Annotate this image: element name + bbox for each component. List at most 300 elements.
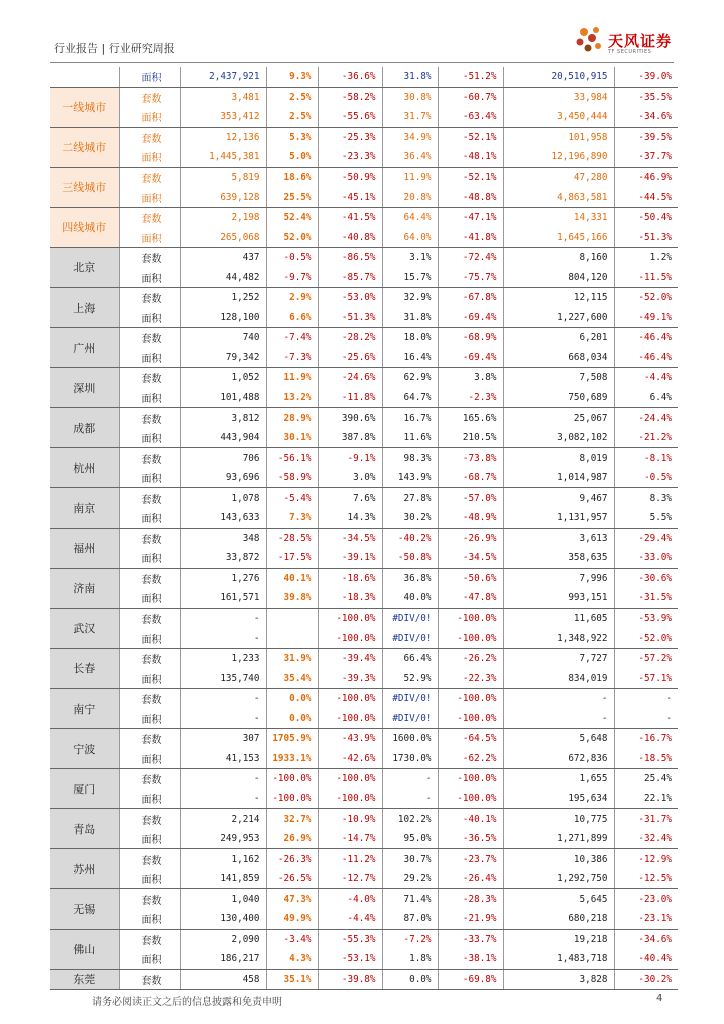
- metric-cell: 面积: [119, 67, 180, 87]
- value-cell: 10,775: [503, 809, 614, 829]
- value-cell: 31.7%: [382, 107, 438, 127]
- value-cell: -63.4%: [438, 107, 503, 127]
- metric-cell: 套数: [119, 849, 180, 869]
- value-cell: 25,067: [503, 408, 614, 428]
- value-cell: 1,252: [180, 288, 266, 308]
- metric-cell: 套数: [119, 408, 180, 428]
- value-cell: -100.0%: [438, 709, 503, 729]
- value-cell: 13.2%: [266, 388, 318, 408]
- value-cell: 265,068: [180, 227, 266, 247]
- value-cell: 9.3%: [266, 67, 318, 87]
- metric-cell: 套数: [119, 127, 180, 147]
- value-cell: 64.7%: [382, 388, 438, 408]
- value-cell: -39.8%: [318, 969, 382, 990]
- value-cell: -100.0%: [318, 709, 382, 729]
- value-cell: 40.1%: [266, 568, 318, 588]
- value-cell: 30.1%: [266, 428, 318, 448]
- metric-cell: 面积: [119, 187, 180, 207]
- table-row: [50, 548, 678, 568]
- value-cell: 141,859: [180, 869, 266, 889]
- value-cell: 10,386: [503, 849, 614, 869]
- value-cell: 93,696: [180, 468, 266, 488]
- value-cell: 1,078: [180, 488, 266, 508]
- metric-cell: 面积: [119, 709, 180, 729]
- value-cell: 19,218: [503, 929, 614, 949]
- value-cell: -22.3%: [438, 668, 503, 688]
- table-row: [50, 729, 678, 749]
- value-cell: -73.8%: [438, 448, 503, 468]
- value-cell: -39.0%: [614, 67, 678, 87]
- value-cell: -40.2%: [382, 528, 438, 548]
- value-cell: 14.3%: [318, 508, 382, 528]
- value-cell: 52.4%: [266, 207, 318, 227]
- header-divider: [50, 62, 674, 63]
- value-cell: 11.9%: [382, 167, 438, 187]
- value-cell: -25.6%: [318, 348, 382, 368]
- value-cell: 62.9%: [382, 368, 438, 388]
- value-cell: -47.1%: [438, 207, 503, 227]
- value-cell: -100.0%: [266, 789, 318, 809]
- value-cell: -26.3%: [266, 849, 318, 869]
- value-cell: -55.6%: [318, 107, 382, 127]
- value-cell: 12,196,890: [503, 147, 614, 167]
- value-cell: -4.4%: [644, 372, 672, 384]
- value-cell: -39.1%: [318, 548, 382, 568]
- table-row: [50, 648, 678, 668]
- value-cell: -69.4%: [438, 348, 503, 368]
- metric-cell: 面积: [119, 548, 180, 568]
- value-cell: 6.6%: [266, 308, 318, 328]
- metric-cell: 套数: [119, 528, 180, 548]
- city-cell: 长春: [50, 648, 119, 688]
- value-cell: 2,198: [180, 207, 266, 227]
- value-cell: -36.5%: [438, 829, 503, 849]
- value-cell: 33,872: [180, 548, 266, 568]
- value-cell: -62.2%: [438, 749, 503, 769]
- value-cell: 34.9%: [382, 127, 438, 147]
- value-cell: -12.9%: [638, 853, 672, 865]
- value-cell: 11.9%: [266, 368, 318, 388]
- value-cell: 7,508: [503, 368, 614, 388]
- city-cell: 福州: [50, 528, 119, 568]
- value-cell: 95.0%: [382, 829, 438, 849]
- value-cell: -18.6%: [318, 568, 382, 588]
- value-cell: -33.0%: [614, 548, 678, 568]
- metric-cell: 套数: [119, 648, 180, 668]
- value-cell: -100.0%: [266, 769, 318, 789]
- value-cell: 3.1%: [382, 247, 438, 267]
- value-cell: 437: [180, 247, 266, 267]
- value-cell: 3,481: [180, 87, 266, 107]
- table-row: [50, 528, 678, 548]
- value-cell: -100.0%: [318, 688, 382, 708]
- value-cell: -100.0%: [318, 769, 382, 789]
- value-cell: 834,019: [503, 668, 614, 688]
- value-cell: -53.0%: [318, 288, 382, 308]
- value-cell: 26.9%: [266, 829, 318, 849]
- table-row: [50, 368, 678, 388]
- value-cell: 7,727: [503, 648, 614, 668]
- table-row: [50, 628, 678, 648]
- value-cell: 31.8%: [382, 67, 438, 87]
- value-cell: -34.6%: [638, 933, 672, 945]
- value-cell: -69.8%: [438, 969, 503, 990]
- metric-cell: 套数: [119, 167, 180, 187]
- value-cell: -16.7%: [638, 733, 672, 745]
- value-cell: -0.5%: [266, 247, 318, 267]
- value-cell: 1,445,381: [180, 147, 266, 167]
- value-cell: 52.0%: [266, 227, 318, 247]
- value-cell: 6.4%: [614, 388, 678, 408]
- value-cell: -41.5%: [318, 207, 382, 227]
- value-cell: 7.6%: [318, 488, 382, 508]
- value-cell: 102.2%: [382, 809, 438, 829]
- value-cell: -: [503, 688, 614, 708]
- value-cell: 3,828: [503, 969, 614, 990]
- value-cell: 1705.9%: [266, 729, 318, 749]
- value-cell: 186,217: [180, 949, 266, 969]
- city-cell: 杭州: [50, 448, 119, 488]
- value-cell: -5.4%: [266, 488, 318, 508]
- city-cell: 济南: [50, 568, 119, 608]
- value-cell: 740: [180, 328, 266, 348]
- value-cell: -11.2%: [318, 849, 382, 869]
- city-cell: 北京: [50, 247, 119, 287]
- value-cell: 130,400: [180, 909, 266, 929]
- value-cell: 353,412: [180, 107, 266, 127]
- metric-cell: 套数: [119, 608, 180, 628]
- value-cell: 12,115: [503, 288, 614, 308]
- value-cell: -30.2%: [614, 969, 678, 990]
- value-cell: -100.0%: [438, 688, 503, 708]
- value-cell: -46.4%: [614, 348, 678, 368]
- table-row: [50, 288, 678, 308]
- value-cell: 71.4%: [382, 889, 438, 909]
- table-row: [50, 849, 678, 869]
- value-cell: -28.2%: [318, 328, 382, 348]
- metric-cell: 套数: [119, 809, 180, 829]
- table-row: [50, 508, 678, 528]
- table-row: [50, 227, 678, 247]
- value-cell: 20.8%: [382, 187, 438, 207]
- table-row: [50, 127, 678, 147]
- logo-name: 天风证券: [608, 32, 673, 50]
- table-row: [50, 588, 678, 608]
- value-cell: 348: [180, 528, 266, 548]
- value-cell: -50.9%: [318, 167, 382, 187]
- table-row: [50, 167, 678, 187]
- metric-cell: 面积: [119, 749, 180, 769]
- value-cell: 143.9%: [382, 468, 438, 488]
- value-cell: 5,648: [503, 729, 614, 749]
- table-row: [50, 87, 678, 107]
- value-cell: -7.3%: [266, 348, 318, 368]
- metric-cell: 面积: [119, 147, 180, 167]
- city-cell: 三线城市: [50, 167, 119, 207]
- value-cell: 1,348,922: [503, 628, 614, 648]
- table-row: [50, 829, 678, 849]
- city-cell: 武汉: [50, 608, 119, 648]
- value-cell: 2.5%: [266, 87, 318, 107]
- value-cell: -48.9%: [438, 508, 503, 528]
- value-cell: -57.1%: [614, 668, 678, 688]
- value-cell: 18.0%: [382, 328, 438, 348]
- metric-cell: 面积: [119, 628, 180, 648]
- value-cell: 2,437,921: [180, 67, 266, 87]
- city-cell: 广州: [50, 328, 119, 368]
- value-cell: 993,151: [503, 588, 614, 608]
- value-cell: -29.4%: [638, 532, 672, 544]
- value-cell: -51.2%: [438, 67, 503, 87]
- value-cell: 1,014,987: [503, 468, 614, 488]
- value-cell: -56.1%: [266, 448, 318, 468]
- value-cell: -100.0%: [438, 789, 503, 809]
- value-cell: -58.2%: [318, 87, 382, 107]
- value-cell: -23.7%: [438, 849, 503, 869]
- value-cell: -33.7%: [438, 929, 503, 949]
- table-row: [50, 408, 678, 428]
- value-cell: -68.9%: [438, 328, 503, 348]
- value-cell: -50.6%: [438, 568, 503, 588]
- value-cell: -: [180, 769, 266, 789]
- value-cell: 27.8%: [382, 488, 438, 508]
- table-row: [50, 67, 678, 87]
- metric-cell: 套数: [119, 247, 180, 267]
- value-cell: 1933.1%: [266, 749, 318, 769]
- metric-cell: 面积: [119, 428, 180, 448]
- report-header: 行业报告 | 行业研究周报: [54, 42, 175, 55]
- value-cell: -36.6%: [318, 67, 382, 87]
- value-cell: 11,605: [503, 608, 614, 628]
- value-cell: -52.1%: [438, 127, 503, 147]
- value-cell: 7.3%: [266, 508, 318, 528]
- value-cell: 639,128: [180, 187, 266, 207]
- value-cell: -28.5%: [266, 528, 318, 548]
- value-cell: -39.5%: [638, 131, 672, 143]
- value-cell: -11.8%: [318, 388, 382, 408]
- value-cell: -40.8%: [318, 227, 382, 247]
- value-cell: 680,218: [503, 909, 614, 929]
- value-cell: -23.1%: [614, 909, 678, 929]
- value-cell: 1730.0%: [382, 749, 438, 769]
- value-cell: -46.4%: [638, 332, 672, 344]
- value-cell: #DIV/0!: [382, 709, 438, 729]
- metric-cell: 套数: [119, 207, 180, 227]
- table-row: [50, 247, 678, 267]
- value-cell: 1.8%: [382, 949, 438, 969]
- metric-cell: 面积: [119, 789, 180, 809]
- metric-cell: 面积: [119, 308, 180, 328]
- city-cell: 东莞: [50, 969, 119, 990]
- value-cell: -9.7%: [266, 267, 318, 287]
- metric-cell: 套数: [119, 769, 180, 789]
- value-cell: 4.3%: [266, 949, 318, 969]
- city-cell: 无锡: [50, 889, 119, 929]
- value-cell: -72.4%: [438, 247, 503, 267]
- value-cell: -: [180, 688, 266, 708]
- logo-subtitle: TF SECURITIES: [608, 49, 652, 55]
- value-cell: 706: [180, 448, 266, 468]
- value-cell: -48.8%: [438, 187, 503, 207]
- value-cell: 5,645: [503, 889, 614, 909]
- value-cell: 0.0%: [266, 709, 318, 729]
- value-cell: -38.1%: [438, 949, 503, 969]
- value-cell: 1,227,600: [503, 308, 614, 328]
- value-cell: -40.1%: [438, 809, 503, 829]
- value-cell: 128,100: [180, 308, 266, 328]
- table-row: [50, 929, 678, 949]
- metric-cell: 套数: [119, 448, 180, 468]
- table-row: [50, 688, 678, 708]
- value-cell: -53.1%: [318, 949, 382, 969]
- value-cell: -48.1%: [438, 147, 503, 167]
- table-row: [50, 769, 678, 789]
- table-row: [50, 207, 678, 227]
- value-cell: -: [180, 709, 266, 729]
- value-cell: 87.0%: [382, 909, 438, 929]
- value-cell: 1,483,718: [503, 949, 614, 969]
- value-cell: -50.4%: [638, 212, 672, 224]
- table-row: [50, 668, 678, 688]
- value-cell: -52.0%: [614, 628, 678, 648]
- value-cell: 5.5%: [614, 508, 678, 528]
- value-cell: -: [180, 628, 266, 648]
- value-cell: -30.6%: [638, 572, 672, 584]
- value-cell: 16.4%: [382, 348, 438, 368]
- value-cell: 30.8%: [382, 87, 438, 107]
- value-cell: 4,863,581: [503, 187, 614, 207]
- table-row: [50, 468, 678, 488]
- value-cell: -11.5%: [614, 267, 678, 287]
- table-row: [50, 348, 678, 368]
- value-cell: 0.0%: [382, 969, 438, 990]
- value-cell: 804,120: [503, 267, 614, 287]
- page-number: 4: [656, 993, 663, 1004]
- value-cell: 52.9%: [382, 668, 438, 688]
- value-cell: -100.0%: [438, 608, 503, 628]
- value-cell: -32.4%: [614, 829, 678, 849]
- value-cell: -: [614, 709, 678, 729]
- metric-cell: 套数: [119, 889, 180, 909]
- value-cell: 36.4%: [382, 147, 438, 167]
- value-cell: 101,958: [503, 127, 614, 147]
- table-row: [50, 428, 678, 448]
- metric-cell: 面积: [119, 869, 180, 889]
- city-cell: 厦门: [50, 769, 119, 809]
- value-cell: 1,040: [180, 889, 266, 909]
- table-row: [50, 328, 678, 348]
- table-row: [50, 949, 678, 969]
- value-cell: -100.0%: [318, 628, 382, 648]
- city-sales-table: [50, 67, 678, 990]
- value-cell: -69.4%: [438, 308, 503, 328]
- value-cell: 8,019: [503, 448, 614, 468]
- value-cell: 32.9%: [382, 288, 438, 308]
- metric-cell: 面积: [119, 668, 180, 688]
- value-cell: -31.7%: [638, 813, 672, 825]
- value-cell: 31.9%: [266, 648, 318, 668]
- value-cell: 44,482: [180, 267, 266, 287]
- value-cell: -100.0%: [318, 789, 382, 809]
- value-cell: -26.5%: [266, 869, 318, 889]
- metric-cell: 套数: [119, 729, 180, 749]
- city-cell: 佛山: [50, 929, 119, 969]
- value-cell: 29.2%: [382, 869, 438, 889]
- value-cell: 1,292,750: [503, 869, 614, 889]
- table-row: [50, 488, 678, 508]
- value-cell: -34.5%: [438, 548, 503, 568]
- table-row: [50, 187, 678, 207]
- value-cell: 31.8%: [382, 308, 438, 328]
- table-row: [50, 809, 678, 829]
- value-cell: 143,633: [180, 508, 266, 528]
- value-cell: 1600.0%: [382, 729, 438, 749]
- metric-cell: 套数: [119, 688, 180, 708]
- value-cell: -34.5%: [318, 528, 382, 548]
- value-cell: 8.3%: [649, 492, 672, 504]
- value-cell: -14.7%: [318, 829, 382, 849]
- value-cell: -40.4%: [614, 949, 678, 969]
- value-cell: 3.0%: [318, 468, 382, 488]
- value-cell: 11.6%: [382, 428, 438, 448]
- value-cell: -26.2%: [438, 648, 503, 668]
- city-cell: 一线城市: [50, 87, 119, 127]
- value-cell: -: [666, 693, 672, 705]
- value-cell: -34.6%: [614, 107, 678, 127]
- value-cell: -51.3%: [614, 227, 678, 247]
- value-cell: -7.2%: [382, 929, 438, 949]
- value-cell: -12.7%: [318, 869, 382, 889]
- value-cell: -9.1%: [318, 448, 382, 468]
- city-cell: 四线城市: [50, 207, 119, 247]
- value-cell: -50.8%: [382, 548, 438, 568]
- value-cell: 2,214: [180, 809, 266, 829]
- table-row: [50, 107, 678, 127]
- table-row: [50, 608, 678, 628]
- value-cell: 28.9%: [266, 408, 318, 428]
- city-cell: 上海: [50, 288, 119, 328]
- value-cell: 49.9%: [266, 909, 318, 929]
- value-cell: 672,836: [503, 749, 614, 769]
- table-row: [50, 448, 678, 468]
- metric-cell: 面积: [119, 588, 180, 608]
- value-cell: 5.0%: [266, 147, 318, 167]
- metric-cell: 套数: [119, 328, 180, 348]
- value-cell: 6,201: [503, 328, 614, 348]
- value-cell: 3,613: [503, 528, 614, 548]
- value-cell: -47.8%: [438, 588, 503, 608]
- value-cell: -86.5%: [318, 247, 382, 267]
- value-cell: 25.4%: [644, 773, 672, 785]
- value-cell: 5.3%: [266, 127, 318, 147]
- value-cell: #DIV/0!: [382, 688, 438, 708]
- value-cell: 1,233: [180, 648, 266, 668]
- value-cell: 30.7%: [382, 849, 438, 869]
- value-cell: 2,090: [180, 929, 266, 949]
- metric-cell: 套数: [119, 288, 180, 308]
- value-cell: -85.7%: [318, 267, 382, 287]
- value-cell: -45.1%: [318, 187, 382, 207]
- value-cell: 39.8%: [266, 588, 318, 608]
- value-cell: 47,280: [503, 167, 614, 187]
- value-cell: -18.5%: [614, 749, 678, 769]
- value-cell: 135,740: [180, 668, 266, 688]
- value-cell: -26.9%: [438, 528, 503, 548]
- table-row: [50, 749, 678, 769]
- value-cell: 9,467: [503, 488, 614, 508]
- value-cell: -55.3%: [318, 929, 382, 949]
- value-cell: -51.3%: [318, 308, 382, 328]
